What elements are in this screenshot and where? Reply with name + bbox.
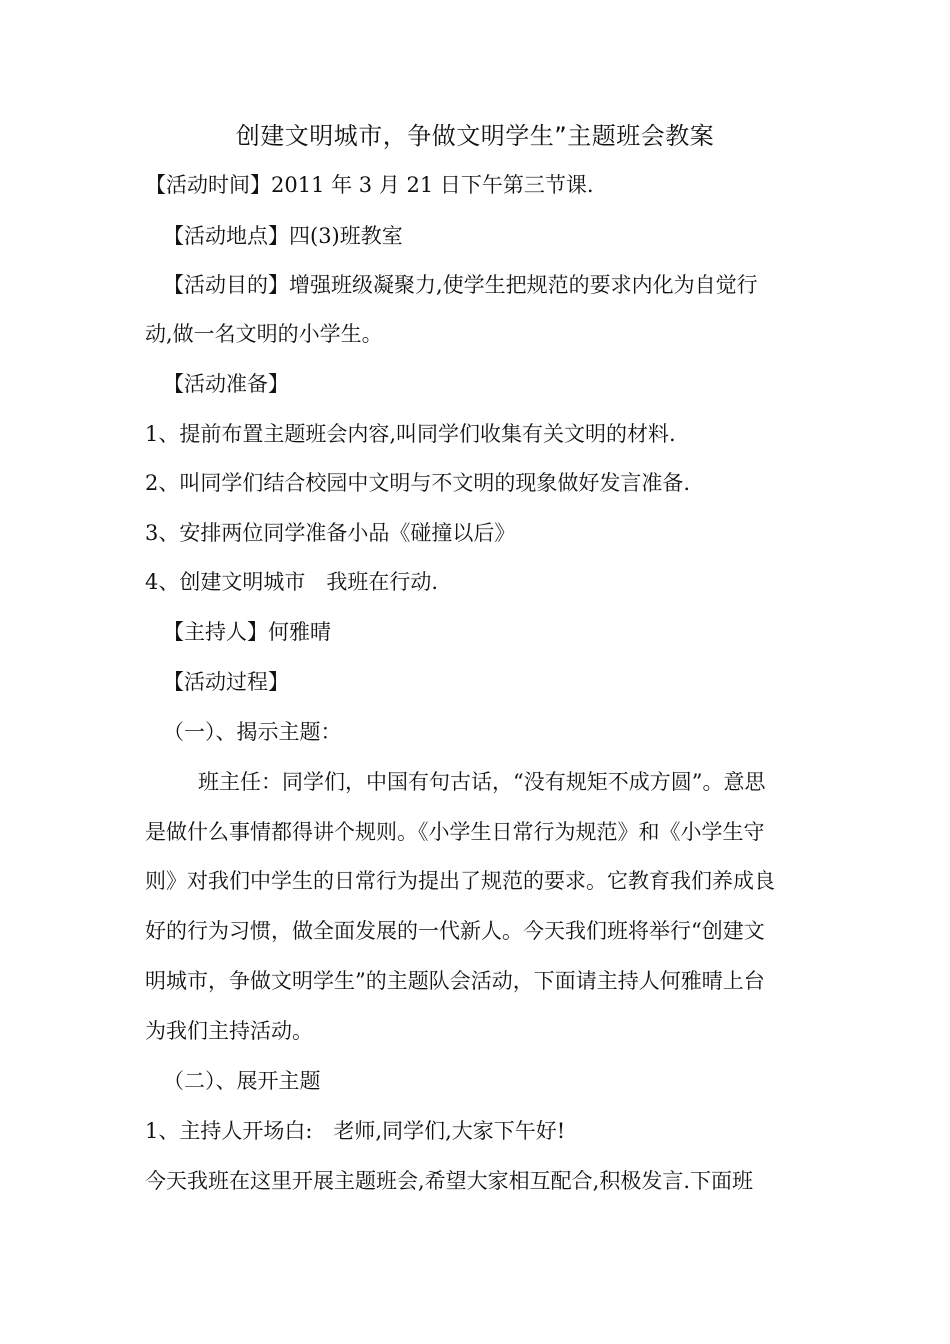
section-one-heading: （一）、揭示主题： — [163, 720, 342, 744]
teacher-speech-line-4: 好的行为习惯，做全面发展的一代新人。今天我们班将举行“创建文 — [145, 919, 765, 943]
teacher-speech-line-5: 明城市，争做文明学生”的主题队会活动，下面请主持人何雅晴上台 — [145, 969, 765, 993]
activity-location: 【活动地点】四(3)班教室 — [163, 224, 403, 248]
teacher-speech-line-6: 为我们主持活动。 — [145, 1019, 313, 1043]
section-two-heading: （二）、展开主题 — [163, 1069, 321, 1093]
document-title: 创建文明城市，争做文明学生”主题班会教案 — [235, 122, 715, 150]
host: 【主持人】何雅晴 — [163, 620, 331, 644]
host-opening-cont: 今天我班在这里开展主题班会,希望大家相互配合,积极发言.下面班 — [145, 1169, 754, 1193]
teacher-speech-line-3: 则》对我们中学生的日常行为提出了规范的要求。它教育我们养成良 — [145, 869, 775, 893]
activity-purpose-cont: 动,做一名文明的小学生。 — [145, 322, 383, 346]
activity-time: 【活动时间】2011 年 3 月 21 日下午第三节课. — [145, 173, 594, 197]
preparation-item-3: 3、安排两位同学准备小品《碰撞以后》 — [145, 521, 516, 545]
host-opening: 1、主持人开场白: 老师,同学们,大家下午好! — [145, 1119, 566, 1143]
teacher-speech-line-1: 班主任：同学们，中国有句古话，“没有规矩不成方圆”。意思 — [198, 770, 766, 794]
preparation-item-1: 1、提前布置主题班会内容,叫同学们收集有关文明的材料. — [145, 422, 676, 446]
activity-purpose: 【活动目的】增强班级凝聚力,使学生把规范的要求内化为自觉行 — [163, 273, 758, 297]
activity-preparation-heading: 【活动准备】 — [163, 372, 289, 396]
teacher-speech-line-2: 是做什么事情都得讲个规则。《小学生日常行为规范》和《小学生守 — [145, 820, 765, 844]
preparation-item-4: 4、创建文明城市 我班在行动. — [145, 570, 439, 594]
preparation-item-2: 2、叫同学们结合校园中文明与不文明的现象做好发言准备. — [145, 471, 691, 495]
activity-process-heading: 【活动过程】 — [163, 670, 289, 694]
